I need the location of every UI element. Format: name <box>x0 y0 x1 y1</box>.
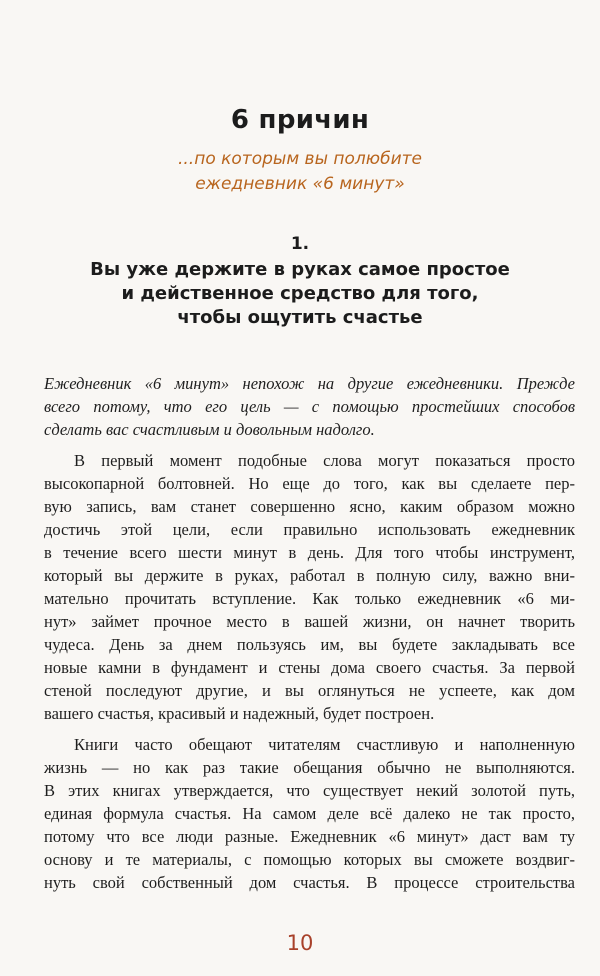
page-number: 10 <box>286 931 314 955</box>
text-line: мательно прочитать вступление. Как только ежедневник «6 ми- <box>44 589 575 608</box>
text-line: вашего счастья, красивый и надежный, будет построен. <box>44 704 435 723</box>
text-line: новые камни в фундамент и стены дома своего счастья. За первой <box>44 658 575 677</box>
text-line: основу и те материалы, с помощью которых вы сможете воздвиг- <box>44 850 575 869</box>
text-line: высокопарной болтовней. Но еще до того, как вы сделаете пер- <box>44 474 575 493</box>
subtitle-line: ежедневник «6 минут» <box>195 174 405 194</box>
subtitle-line: ...по которым вы полюбите <box>178 149 422 169</box>
intro-paragraph <box>44 372 575 441</box>
text-line: жизнь — но как раз такие обещания обычно не выполняются. <box>44 758 575 777</box>
page-title: 6 причин <box>230 105 370 135</box>
paragraph-1 <box>44 449 575 725</box>
section-heading-line: и действенное средство для того, <box>121 283 479 304</box>
text-line: стеной последуют другие, и вы оглянуться не успеете, как дом <box>44 681 575 700</box>
paragraph-2 <box>44 733 575 894</box>
text-line: который вы держите в руках, работал в полную силу, важно вни- <box>44 566 575 585</box>
page-subtitle <box>0 147 600 197</box>
section-heading <box>0 258 600 330</box>
section-heading-line: Вы уже держите в руках самое простое <box>90 259 510 280</box>
text-line: сделать вас счастливым и довольным надолго. <box>44 420 375 439</box>
body-text <box>44 372 575 894</box>
text-line: В первый момент подобные слова могут показаться просто <box>74 451 575 470</box>
text-line: Ежедневник «6 минут» непохож на другие ежедневники. Прежде <box>44 374 575 393</box>
text-line: единая формула счастья. На самом деле всё далеко не так просто, <box>44 804 575 823</box>
text-line: В этих книгах утверждается, что существует некий золотой путь, <box>44 781 575 800</box>
text-line: нуть свой собственный дом счастья. В процессе строительства <box>44 873 575 892</box>
text-line: Книги часто обещают читателям счастливую и наполненную <box>74 735 575 754</box>
text-line: в течение всего шести минут в день. Для того чтобы инструмент, <box>44 543 575 562</box>
text-line: потому что все люди разные. Ежедневник «6 минут» даст вам ту <box>44 827 575 846</box>
text-line: достичь этой цели, если правильно использовать ежедневник <box>44 520 575 539</box>
section-number: 1. <box>290 234 310 254</box>
section-heading-line: чтобы ощутить счастье <box>177 307 423 328</box>
text-line: вую запись, вам станет совершенно ясно, каким образом можно <box>44 497 575 516</box>
text-line: чудеса. День за днем пользуясь им, вы будете закладывать все <box>44 635 575 654</box>
text-line: нут» займет прочное место в вашей жизни, он начнет творить <box>44 612 575 631</box>
text-line: всего потому, что его цель — с помощью простейших способов <box>44 397 575 416</box>
